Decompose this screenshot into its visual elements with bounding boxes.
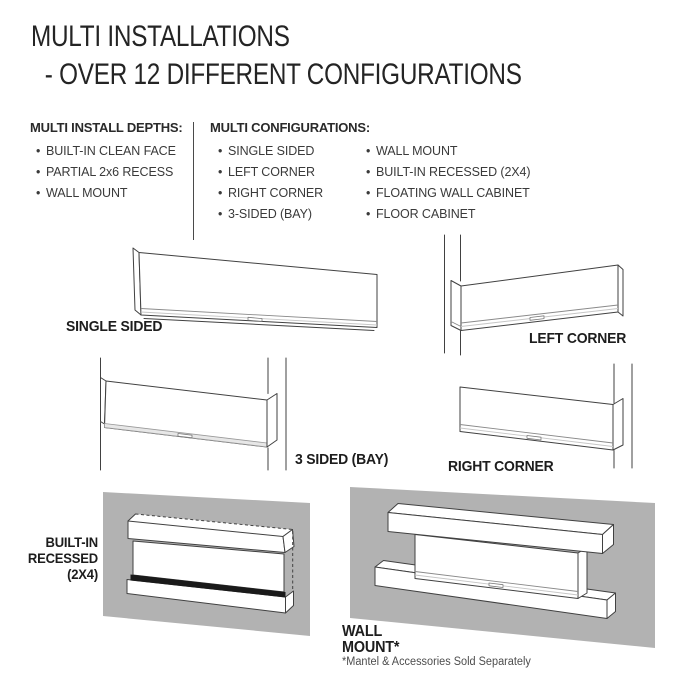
list-item-label: LEFT CORNER <box>228 165 315 179</box>
bullet-icon: • <box>36 186 41 200</box>
single-sided-drawing <box>133 248 377 331</box>
right-corner-label: RIGHT CORNER <box>448 458 554 475</box>
bullet-icon: • <box>366 165 371 179</box>
list-item-label: RIGHT CORNER <box>228 186 324 200</box>
bullet-icon: • <box>366 207 371 221</box>
bullet-icon: • <box>218 186 223 200</box>
built-in-recessed-label-line3: (2X4) <box>67 566 98 582</box>
wall-mount-label-line1: WALL <box>342 623 383 640</box>
list-item-label: FLOOR CABINET <box>376 207 476 221</box>
list-item-label: SINGLE SIDED <box>228 144 315 158</box>
three-sided-bay-drawing <box>101 358 287 470</box>
wall-mount-label <box>342 624 399 656</box>
wall-mount-label-line2: MOUNT* <box>342 639 400 656</box>
bullet-icon: • <box>218 144 223 158</box>
wall-mount-footnote: *Mantel & Accessories Sold Separately <box>342 656 531 668</box>
single-sided-label: SINGLE SIDED <box>66 318 163 335</box>
list-item-label: 3-SIDED (BAY) <box>228 207 312 221</box>
list-item-label: PARTIAL 2x6 RECESS <box>46 165 174 179</box>
page-title-line1: MULTI INSTALLATIONS <box>31 20 290 53</box>
built-in-recessed-label-line2: RECESSED <box>27 550 98 566</box>
bullet-icon: • <box>218 207 223 221</box>
bullet-icon: • <box>36 165 41 179</box>
list-item-label: WALL MOUNT <box>376 144 458 158</box>
right-corner-drawing <box>460 364 632 468</box>
built-in-recessed-label <box>14 534 98 582</box>
list-item-label: FLOATING WALL CABINET <box>376 186 530 200</box>
built-in-recessed-label-line1: BUILT-IN <box>45 534 98 550</box>
bullet-icon: • <box>366 186 371 200</box>
page-title-line2: - OVER 12 DIFFERENT CONFIGURATIONS <box>44 58 522 91</box>
list-item-label: BUILT-IN RECESSED (2X4) <box>376 165 531 179</box>
built-in-recessed-drawing <box>103 492 310 636</box>
list-item-label: WALL MOUNT <box>46 186 128 200</box>
bullet-icon: • <box>366 144 371 158</box>
bullet-icon: • <box>218 165 223 179</box>
three-sided-bay-label: 3 SIDED (BAY) <box>295 451 389 468</box>
list-item-label: BUILT-IN CLEAN FACE <box>46 144 176 158</box>
configurations-heading: MULTI CONFIGURATIONS: <box>210 120 370 135</box>
bullet-icon: • <box>36 144 41 158</box>
left-corner-label: LEFT CORNER <box>529 330 627 347</box>
install-depths-heading: MULTI INSTALL DEPTHS: <box>30 120 183 135</box>
